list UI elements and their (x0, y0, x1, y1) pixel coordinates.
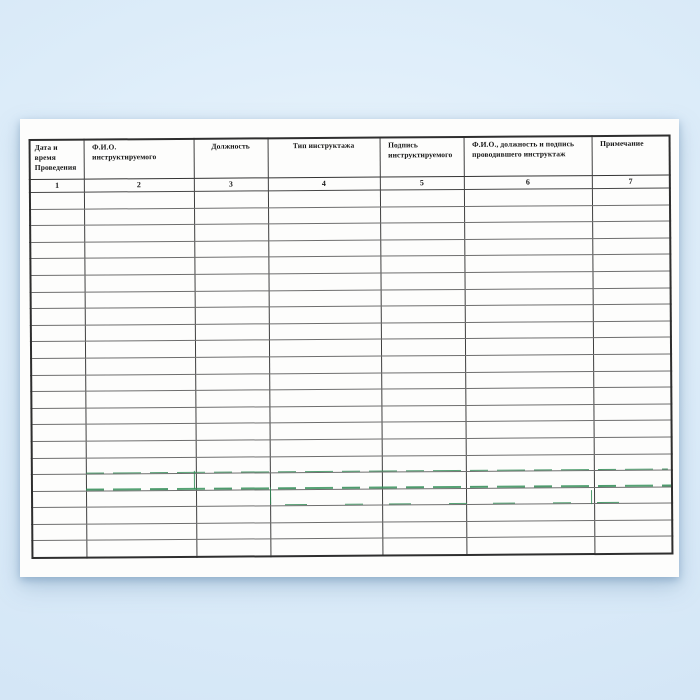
header-line: Тип инструктажа (292, 140, 355, 151)
col-number: 3 (194, 178, 268, 192)
empty-cell (464, 205, 592, 222)
empty-cell (85, 407, 195, 424)
empty-cell (594, 437, 672, 454)
empty-cell (86, 507, 196, 524)
empty-cell (196, 440, 270, 457)
empty-cell (30, 258, 84, 275)
empty-cell (196, 423, 270, 440)
empty-cell (593, 337, 671, 354)
empty-cell (196, 539, 270, 557)
header-line: проводившего инструктаж (472, 149, 566, 159)
col-number: 4 (268, 177, 380, 191)
empty-cell (194, 224, 268, 241)
empty-cell (195, 390, 269, 407)
empty-cell (84, 241, 194, 258)
col-number: 6 (464, 176, 592, 190)
scan-artifact-green-segment (591, 490, 592, 504)
empty-cell (593, 321, 671, 338)
empty-cell (593, 354, 671, 371)
empty-cell (194, 241, 268, 258)
empty-cell (594, 503, 672, 520)
col-number: 5 (380, 176, 464, 190)
empty-cell (84, 258, 194, 275)
empty-cell (195, 324, 269, 341)
empty-cell (466, 504, 594, 521)
empty-cell (382, 422, 466, 439)
empty-cell (31, 408, 85, 425)
empty-cell (85, 324, 195, 341)
empty-cell (380, 272, 464, 289)
empty-cell (269, 306, 381, 323)
empty-cell (382, 521, 466, 538)
empty-cell (269, 389, 381, 406)
empty-cell (382, 538, 466, 556)
empty-cell (464, 255, 592, 272)
empty-cell (594, 520, 672, 537)
empty-cell (268, 273, 380, 290)
header-line: Дата и (34, 142, 58, 152)
empty-cell (466, 421, 594, 438)
empty-cell (269, 356, 381, 373)
empty-cell (30, 192, 84, 209)
col-header-signature-instructed (380, 137, 464, 177)
empty-cell (592, 205, 670, 222)
empty-cell (268, 256, 380, 273)
table-header-row (30, 136, 670, 180)
empty-cell (382, 438, 466, 455)
empty-cell (381, 405, 465, 422)
empty-cell (382, 505, 466, 522)
empty-cell (85, 341, 195, 358)
empty-cell (32, 507, 86, 524)
empty-cell (592, 271, 670, 288)
col-header-instruction-type (268, 138, 380, 178)
col-header-position (194, 138, 268, 178)
empty-cell (381, 355, 465, 372)
empty-cell (84, 191, 194, 208)
empty-cell (465, 388, 593, 405)
empty-cell (269, 406, 381, 423)
empty-cell (380, 206, 464, 223)
empty-cell (196, 506, 270, 523)
empty-cell (269, 373, 381, 390)
empty-cell (268, 240, 380, 257)
empty-cell (465, 305, 593, 322)
empty-cell (592, 254, 670, 271)
empty-cell (466, 537, 594, 555)
instruction-log-table (29, 135, 674, 560)
empty-cell (465, 371, 593, 388)
empty-cell (85, 390, 195, 407)
empty-cell (592, 238, 670, 255)
empty-cell (593, 371, 671, 388)
empty-cell (32, 424, 86, 441)
empty-cell (466, 520, 594, 537)
header-line: время (34, 152, 56, 162)
col-number: 2 (84, 178, 194, 192)
scan-artifact-green-segment (270, 487, 272, 504)
empty-cell (465, 355, 593, 372)
empty-cell (466, 437, 594, 454)
empty-cell (380, 223, 464, 240)
empty-cell (594, 420, 672, 437)
header-line: инструктируемого (388, 150, 453, 160)
col-header-fio-instructed (84, 139, 194, 179)
header-line: Должность (211, 141, 250, 151)
empty-cell (381, 389, 465, 406)
header-line: инструктируемого (92, 152, 157, 162)
empty-cell (32, 458, 86, 475)
empty-cell (381, 372, 465, 389)
empty-cell (380, 239, 464, 256)
empty-cell (381, 306, 465, 323)
empty-cell (465, 404, 593, 421)
header-line: Проведения (34, 162, 77, 172)
empty-cell (195, 357, 269, 374)
col-header-note (592, 136, 670, 176)
empty-cell (85, 357, 195, 374)
empty-cell (86, 523, 196, 540)
col-number: 7 (592, 175, 670, 189)
empty-cell (465, 338, 593, 355)
empty-cell (593, 387, 671, 404)
empty-cell (381, 322, 465, 339)
empty-cell (269, 339, 381, 356)
empty-cell (32, 491, 86, 508)
empty-cell (85, 374, 195, 391)
empty-cell (84, 208, 194, 225)
empty-cell (380, 256, 464, 273)
empty-cell (464, 189, 592, 206)
empty-cell (464, 272, 592, 289)
empty-cell (464, 238, 592, 255)
header-line: Подпись (388, 140, 418, 150)
empty-cell (269, 323, 381, 340)
empty-cell (592, 188, 670, 205)
empty-cell (268, 223, 380, 240)
empty-cell (270, 422, 382, 439)
empty-cell (31, 375, 85, 392)
scan-artifact-green-segment (194, 471, 196, 489)
empty-cell (593, 404, 671, 421)
empty-cell (30, 209, 84, 226)
empty-cell (195, 307, 269, 324)
empty-cell (84, 274, 194, 291)
empty-cell (270, 522, 382, 539)
empty-cell (195, 373, 269, 390)
empty-cell (32, 441, 86, 458)
empty-cell (31, 308, 85, 325)
empty-cell (194, 207, 268, 224)
empty-cell (30, 225, 84, 242)
empty-cell (86, 490, 196, 507)
empty-cell (194, 191, 268, 208)
header-line: Ф.И.О. (92, 142, 117, 152)
document-page (20, 119, 679, 577)
empty-cell (31, 341, 85, 358)
empty-cell (270, 439, 382, 456)
empty-cell (86, 440, 196, 457)
empty-cell (195, 340, 269, 357)
empty-cell (465, 288, 593, 305)
empty-cell (381, 289, 465, 306)
empty-cell (86, 540, 196, 558)
empty-cell (380, 189, 464, 206)
empty-cell (30, 242, 84, 259)
col-header-instructor (464, 136, 592, 176)
empty-cell (270, 539, 382, 557)
empty-cell (85, 308, 195, 325)
empty-cell (592, 221, 670, 238)
header-line: Примечание (600, 138, 644, 149)
empty-cell (31, 325, 85, 342)
empty-cell (84, 225, 194, 242)
empty-cell (86, 424, 196, 441)
col-number: 1 (30, 179, 84, 192)
empty-cell (31, 391, 85, 408)
empty-cell (269, 290, 381, 307)
empty-cell (196, 523, 270, 540)
empty-cell (268, 207, 380, 224)
empty-cell (31, 292, 85, 309)
empty-cell (194, 257, 268, 274)
scanned-table-area (29, 135, 672, 557)
empty-cell (32, 541, 86, 558)
empty-cell (464, 222, 592, 239)
table-row (32, 536, 672, 558)
empty-cell (195, 290, 269, 307)
empty-cell (31, 358, 85, 375)
empty-cell (85, 291, 195, 308)
empty-cell (465, 321, 593, 338)
empty-cell (270, 505, 382, 522)
empty-cell (194, 274, 268, 291)
empty-cell (593, 288, 671, 305)
empty-cell (195, 407, 269, 424)
empty-cell (594, 536, 672, 554)
empty-cell (381, 339, 465, 356)
empty-cell (32, 474, 86, 491)
col-header-date-time (30, 140, 84, 180)
empty-cell (32, 524, 86, 541)
empty-cell (593, 304, 671, 321)
header-line: Ф.И.О., должность и подпись (472, 139, 575, 149)
empty-cell (268, 190, 380, 207)
empty-cell (30, 275, 84, 292)
